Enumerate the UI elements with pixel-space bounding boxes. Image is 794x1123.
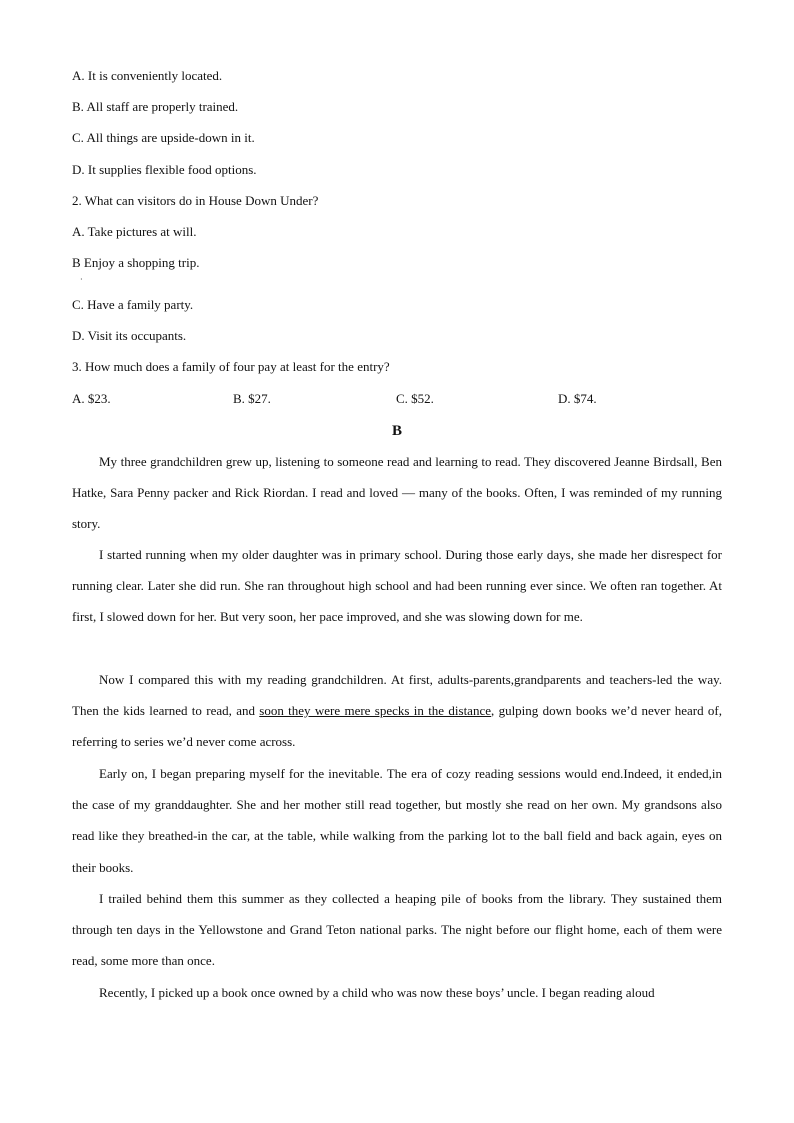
section-heading: B (391, 423, 402, 439)
paragraph-3-tail: , gulping down books we’d never heard of, referring to series we’d never come across. (72, 703, 722, 750)
q1-option-b: B. All staff are properly trained. (72, 99, 239, 114)
q3-question: 3. How much does a family of four pay at least for the entry? (72, 359, 390, 374)
q2-option-c: C. Have a family party. (72, 297, 194, 312)
stray-mark: · (80, 275, 83, 284)
q2-option-b: B Enjoy a shopping trip. (72, 255, 200, 270)
q2-question: 2. What can visitors do in House Down Under? (72, 193, 319, 208)
q2-option-d: D. Visit its occupants. (72, 328, 187, 343)
paragraph-4: Early on, I began preparing myself for the inevitable. The era of cozy reading sessions would end.Indeed, it ended,in the case of my granddaughter. She and her mother still read together, but mostly she read on her own. My grandsons also read like they breathed-in the car, at the table, while walking from the parking lot to the ball field and back again, eyes on their books. (72, 766, 722, 875)
q3-option-b: B. $27. (233, 391, 271, 406)
paragraph-1: My three grandchildren grew up, listening to someone read and learning to read. They discovered Jeanne Birdsall, Ben Hatke, Sara Penny packer and Rick Riordan. I read and loved — many of the books. Often, I was reminded of my running story. (72, 454, 722, 532)
paragraph-5: I trailed behind them this summer as they collected a heaping pile of books from the library. They sustained them through ten days in the Yellowstone and Grand Teton national parks. The night before our flight home, each of them were read, some more than once. (72, 891, 722, 969)
q2-option-a: A. Take pictures at will. (72, 224, 197, 239)
q1-option-a: A. It is conveniently located. (72, 68, 223, 83)
q3-options (0, 391, 794, 407)
underlined-phrase: soon they were mere specks in the distance (259, 703, 491, 719)
paragraph-3 (72, 664, 722, 758)
q1-option-d: D. It supplies flexible food options. (72, 162, 257, 177)
q3-option-a: A. $23. (72, 391, 111, 406)
q1-option-c: C. All things are upside-down in it. (72, 130, 255, 145)
q3-option-d: D. $74. (558, 391, 597, 406)
paragraph-6: Recently, I picked up a book once owned by a child who was now these boys’ uncle. I began reading aloud (99, 985, 655, 1000)
paragraph-2: I started running when my older daughter was in primary school. During those early days, she made her disrespect for running clear. Later she did run. She ran throughout high school and had been running ever since. We often ran together. At first, I slowed down for her. But very soon, her pace improved, and she was slowing down for me. (72, 547, 722, 625)
q3-option-c: C. $52. (396, 391, 434, 406)
paragraph-3-lead: Now I compared this with my reading grandchildren. At first, adults-parents,grandparents and teachers-led the way. Then the kids learned to read, and (72, 672, 722, 719)
